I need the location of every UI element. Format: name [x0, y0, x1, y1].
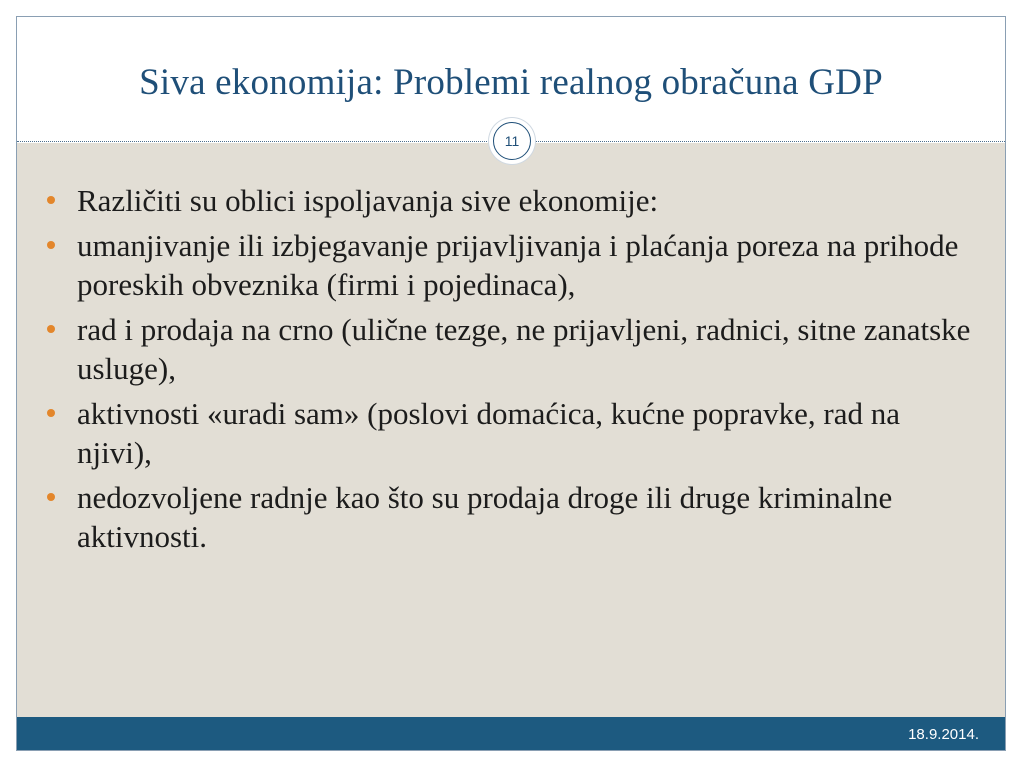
footer-bar — [17, 717, 1005, 751]
page-number: 11 — [493, 122, 531, 160]
bullet-text: nedozvoljene radnje kao što su prodaja droge ili druge kriminalne aktivnosti. — [77, 480, 893, 554]
page-number-badge — [489, 118, 535, 164]
bullet-text: umanjivanje ili izbjegavanje prijavljivanja i plaćanja poreza na prihode poreskih obveznika (firmi i pojedinaca), — [77, 228, 959, 302]
bullet-item — [47, 478, 977, 556]
bullet-item — [47, 394, 977, 472]
footer-date: 18.9.2014. — [908, 726, 979, 743]
bullet-item — [47, 226, 977, 304]
bullet-text: rad i prodaja na crno (ulične tezge, ne prijavljeni, radnici, sitne zanatske usluge), — [77, 312, 971, 386]
slide-title: Siva ekonomija: Problemi realnog obračuna GDP — [139, 62, 883, 103]
bullet-list — [47, 181, 977, 562]
bullet-dot-icon — [47, 241, 55, 249]
bullet-item — [47, 310, 977, 388]
bullet-text: Različiti su oblici ispoljavanja sive ekonomije: — [77, 183, 659, 218]
bullet-dot-icon — [47, 493, 55, 501]
bullet-dot-icon — [47, 196, 55, 204]
bullet-dot-icon — [47, 325, 55, 333]
bullet-item — [47, 181, 977, 220]
bullet-dot-icon — [47, 409, 55, 417]
slide — [16, 16, 1006, 751]
bullet-text: aktivnosti «uradi sam» (poslovi domaćica, kućne popravke, rad na njivi), — [77, 396, 900, 470]
